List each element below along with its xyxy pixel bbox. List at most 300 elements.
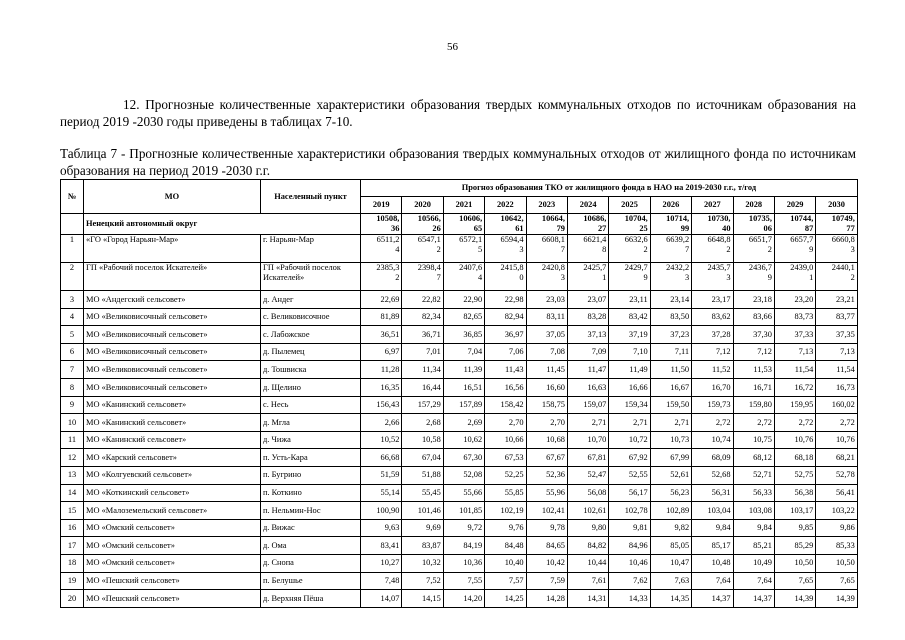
row-value: 52,25 xyxy=(485,466,526,484)
total-value: 10508, 36 xyxy=(361,214,402,235)
row-value: 159,07 xyxy=(567,396,608,414)
header-year: 2020 xyxy=(402,197,443,214)
row-settlement: ГП «Рабочий поселок Искателей» xyxy=(261,263,361,291)
row-value: 10,49 xyxy=(733,554,774,572)
row-value: 10,74 xyxy=(692,431,733,449)
row-number: 14 xyxy=(61,484,84,502)
row-settlement: п. Нельмин-Нос xyxy=(261,502,361,520)
total-value: 10664, 79 xyxy=(526,214,567,235)
total-value: 10642, 61 xyxy=(485,214,526,235)
row-value: 16,66 xyxy=(609,378,650,396)
row-value: 55,85 xyxy=(485,484,526,502)
row-value: 7,10 xyxy=(609,343,650,361)
row-value: 10,47 xyxy=(650,554,691,572)
row-value: 37,33 xyxy=(774,326,815,344)
row-value: 85,33 xyxy=(816,537,858,555)
row-value: 37,30 xyxy=(733,326,774,344)
row-number: 18 xyxy=(61,554,84,572)
row-mo: МО «Омский сельсовет» xyxy=(84,519,261,537)
row-value: 2,66 xyxy=(361,414,402,432)
row-value: 16,70 xyxy=(692,378,733,396)
row-value: 83,73 xyxy=(774,308,815,326)
row-settlement: с. Лабожское xyxy=(261,326,361,344)
row-mo: МО «Великовисочный сельсовет» xyxy=(84,326,261,344)
row-value: 2432,2 3 xyxy=(650,263,691,291)
row-value: 36,51 xyxy=(361,326,402,344)
row-value: 23,20 xyxy=(774,291,815,309)
row-mo: ГП «Рабочий поселок Искателей» xyxy=(84,263,261,291)
row-value: 14,37 xyxy=(692,590,733,608)
row-value: 11,47 xyxy=(567,361,608,379)
row-value: 7,59 xyxy=(526,572,567,590)
row-value: 9,72 xyxy=(443,519,484,537)
row-value: 14,28 xyxy=(526,590,567,608)
row-value: 16,63 xyxy=(567,378,608,396)
row-mo: МО «Великовисочный сельсовет» xyxy=(84,378,261,396)
page-number: 56 xyxy=(447,41,458,53)
row-value: 23,11 xyxy=(609,291,650,309)
row-number: 5 xyxy=(61,326,84,344)
row-value: 11,49 xyxy=(609,361,650,379)
row-value: 159,34 xyxy=(609,396,650,414)
header-year: 2025 xyxy=(609,197,650,214)
row-mo: МО «Канинский сельсовет» xyxy=(84,396,261,414)
row-mo: МО «Канинский сельсовет» xyxy=(84,431,261,449)
row-value: 11,43 xyxy=(485,361,526,379)
row-value: 10,40 xyxy=(485,554,526,572)
row-number: 13 xyxy=(61,466,84,484)
row-value: 11,39 xyxy=(443,361,484,379)
row-mo: МО «Омский сельсовет» xyxy=(84,537,261,555)
row-settlement: д. Вижас xyxy=(261,519,361,537)
table-row xyxy=(61,431,858,449)
header-number: № xyxy=(61,180,84,214)
row-value: 36,97 xyxy=(485,326,526,344)
row-settlement: д. Чижа xyxy=(261,431,361,449)
table-row xyxy=(61,263,858,291)
row-value: 67,99 xyxy=(650,449,691,467)
row-value: 103,04 xyxy=(692,502,733,520)
row-value: 157,29 xyxy=(402,396,443,414)
row-value: 2425,7 1 xyxy=(567,263,608,291)
row-value: 23,17 xyxy=(692,291,733,309)
row-value: 7,13 xyxy=(816,343,858,361)
row-value: 52,55 xyxy=(609,466,650,484)
row-value: 9,78 xyxy=(526,519,567,537)
row-value: 102,89 xyxy=(650,502,691,520)
row-value: 68,21 xyxy=(816,449,858,467)
row-value: 7,65 xyxy=(774,572,815,590)
row-value: 103,08 xyxy=(733,502,774,520)
header-year: 2028 xyxy=(733,197,774,214)
row-value: 7,12 xyxy=(692,343,733,361)
row-value: 10,52 xyxy=(361,431,402,449)
row-value: 85,21 xyxy=(733,537,774,555)
row-value: 6594,4 3 xyxy=(485,235,526,263)
table-caption: Таблица 7 - Прогнозные количественные характеристики образования твердых коммунальных отходов от жилищного фонда по источникам образования на период 2019 -2030 г.г. xyxy=(60,146,856,178)
row-mo: «ГО «Город Нарьян-Мар» xyxy=(84,235,261,263)
row-value: 83,28 xyxy=(567,308,608,326)
total-value: 10730, 40 xyxy=(692,214,733,235)
row-value: 10,75 xyxy=(733,431,774,449)
row-settlement: п. Коткино xyxy=(261,484,361,502)
header-settlement: Населенный пункт xyxy=(261,180,361,214)
row-value: 56,31 xyxy=(692,484,733,502)
total-number-cell xyxy=(61,214,84,235)
row-value: 103,22 xyxy=(816,502,858,520)
row-value: 22,82 xyxy=(402,291,443,309)
table-row xyxy=(61,590,858,608)
row-value: 84,82 xyxy=(567,537,608,555)
row-value: 52,78 xyxy=(816,466,858,484)
table-row xyxy=(61,572,858,590)
row-value: 2,70 xyxy=(485,414,526,432)
row-value: 56,23 xyxy=(650,484,691,502)
row-value: 2,72 xyxy=(733,414,774,432)
row-settlement: п. Бугрино xyxy=(261,466,361,484)
row-value: 68,12 xyxy=(733,449,774,467)
table-row xyxy=(61,326,858,344)
row-value: 7,11 xyxy=(650,343,691,361)
row-value: 23,14 xyxy=(650,291,691,309)
row-value: 10,70 xyxy=(567,431,608,449)
row-value: 84,96 xyxy=(609,537,650,555)
total-value: 10744, 87 xyxy=(774,214,815,235)
row-settlement: д. Тошвиска xyxy=(261,361,361,379)
row-value: 11,54 xyxy=(816,361,858,379)
row-value: 10,66 xyxy=(485,431,526,449)
header-year: 2022 xyxy=(485,197,526,214)
row-settlement: с. Несь xyxy=(261,396,361,414)
row-value: 56,08 xyxy=(567,484,608,502)
row-value: 10,72 xyxy=(609,431,650,449)
row-value: 2,72 xyxy=(816,414,858,432)
row-value: 82,94 xyxy=(485,308,526,326)
row-value: 160,02 xyxy=(816,396,858,414)
row-value: 6511,2 4 xyxy=(361,235,402,263)
row-value: 7,57 xyxy=(485,572,526,590)
row-value: 37,23 xyxy=(650,326,691,344)
row-value: 84,48 xyxy=(485,537,526,555)
row-mo: МО «Пешский сельсовет» xyxy=(84,590,261,608)
row-value: 83,41 xyxy=(361,537,402,555)
row-mo: МО «Омский сельсовет» xyxy=(84,554,261,572)
row-value: 83,87 xyxy=(402,537,443,555)
row-value: 7,48 xyxy=(361,572,402,590)
row-number: 9 xyxy=(61,396,84,414)
row-value: 67,30 xyxy=(443,449,484,467)
row-value: 16,60 xyxy=(526,378,567,396)
row-settlement: д. Пылемец xyxy=(261,343,361,361)
row-value: 85,29 xyxy=(774,537,815,555)
row-value: 67,92 xyxy=(609,449,650,467)
row-number: 20 xyxy=(61,590,84,608)
row-value: 52,47 xyxy=(567,466,608,484)
row-value: 10,44 xyxy=(567,554,608,572)
row-value: 16,35 xyxy=(361,378,402,396)
table-row xyxy=(61,414,858,432)
header-forecast: Прогноз образования ТКО от жилищного фонда в НАО на 2019-2030 г.г., т/год xyxy=(361,180,858,197)
row-value: 102,19 xyxy=(485,502,526,520)
row-value: 158,75 xyxy=(526,396,567,414)
row-mo: МО «Великовисочный сельсовет» xyxy=(84,308,261,326)
row-value: 55,96 xyxy=(526,484,567,502)
row-number: 4 xyxy=(61,308,84,326)
row-value: 7,65 xyxy=(816,572,858,590)
row-value: 84,19 xyxy=(443,537,484,555)
row-value: 11,50 xyxy=(650,361,691,379)
row-value: 101,85 xyxy=(443,502,484,520)
total-value: 10714, 99 xyxy=(650,214,691,235)
row-value: 7,63 xyxy=(650,572,691,590)
row-value: 55,14 xyxy=(361,484,402,502)
row-value: 37,05 xyxy=(526,326,567,344)
row-value: 102,78 xyxy=(609,502,650,520)
table-row xyxy=(61,361,858,379)
table-row xyxy=(61,291,858,309)
row-value: 10,27 xyxy=(361,554,402,572)
row-value: 2,70 xyxy=(526,414,567,432)
row-value: 6660,8 3 xyxy=(816,235,858,263)
row-value: 9,85 xyxy=(774,519,815,537)
row-value: 16,56 xyxy=(485,378,526,396)
table-row xyxy=(61,396,858,414)
table-row xyxy=(61,378,858,396)
row-value: 2,71 xyxy=(609,414,650,432)
row-value: 158,42 xyxy=(485,396,526,414)
row-value: 23,21 xyxy=(816,291,858,309)
row-value: 6651,7 2 xyxy=(733,235,774,263)
row-value: 11,54 xyxy=(774,361,815,379)
row-value: 14,35 xyxy=(650,590,691,608)
row-value: 2385,3 2 xyxy=(361,263,402,291)
row-number: 10 xyxy=(61,414,84,432)
row-value: 10,50 xyxy=(774,554,815,572)
row-number: 12 xyxy=(61,449,84,467)
row-value: 56,41 xyxy=(816,484,858,502)
paragraph-12: 12. Прогнозные количественные характеристики образования твердых коммунальных отходов по источникам образования на период 2019 -2030 годы приведены в таблицах 7-10. xyxy=(60,97,856,129)
row-value: 7,52 xyxy=(402,572,443,590)
row-value: 10,76 xyxy=(774,431,815,449)
row-value: 2436,7 9 xyxy=(733,263,774,291)
row-value: 10,68 xyxy=(526,431,567,449)
table-row xyxy=(61,484,858,502)
row-value: 81,89 xyxy=(361,308,402,326)
row-value: 2,71 xyxy=(650,414,691,432)
total-value: 10704, 25 xyxy=(609,214,650,235)
row-settlement: п. Белушье xyxy=(261,572,361,590)
table-row xyxy=(61,449,858,467)
row-value: 2407,6 4 xyxy=(443,263,484,291)
row-mo: МО «Андегский сельсовет» xyxy=(84,291,261,309)
header-year: 2030 xyxy=(816,197,858,214)
row-value: 22,90 xyxy=(443,291,484,309)
row-value: 10,42 xyxy=(526,554,567,572)
table-row xyxy=(61,554,858,572)
row-value: 6648,8 2 xyxy=(692,235,733,263)
row-value: 9,84 xyxy=(733,519,774,537)
row-value: 23,18 xyxy=(733,291,774,309)
row-value: 9,63 xyxy=(361,519,402,537)
total-label: Ненецкий автономный округ xyxy=(84,214,361,235)
row-value: 6,97 xyxy=(361,343,402,361)
row-value: 52,36 xyxy=(526,466,567,484)
row-value: 66,68 xyxy=(361,449,402,467)
row-number: 17 xyxy=(61,537,84,555)
row-value: 67,04 xyxy=(402,449,443,467)
row-value: 14,20 xyxy=(443,590,484,608)
row-value: 37,35 xyxy=(816,326,858,344)
total-value: 10749, 77 xyxy=(816,214,858,235)
row-value: 9,80 xyxy=(567,519,608,537)
row-number: 1 xyxy=(61,235,84,263)
row-value: 82,34 xyxy=(402,308,443,326)
row-value: 23,03 xyxy=(526,291,567,309)
row-value: 7,13 xyxy=(774,343,815,361)
row-value: 6639,2 7 xyxy=(650,235,691,263)
row-value: 14,37 xyxy=(733,590,774,608)
row-value: 11,52 xyxy=(692,361,733,379)
row-mo: МО «Колгуевский сельсовет» xyxy=(84,466,261,484)
row-value: 6621,4 8 xyxy=(567,235,608,263)
row-number: 8 xyxy=(61,378,84,396)
row-value: 9,82 xyxy=(650,519,691,537)
row-value: 7,61 xyxy=(567,572,608,590)
row-value: 11,28 xyxy=(361,361,402,379)
row-settlement: д. Ома xyxy=(261,537,361,555)
row-value: 37,28 xyxy=(692,326,733,344)
row-value: 7,08 xyxy=(526,343,567,361)
row-value: 6547,1 2 xyxy=(402,235,443,263)
row-value: 37,13 xyxy=(567,326,608,344)
row-value: 10,50 xyxy=(816,554,858,572)
row-value: 16,44 xyxy=(402,378,443,396)
row-value: 7,04 xyxy=(443,343,484,361)
row-value: 10,48 xyxy=(692,554,733,572)
row-value: 7,01 xyxy=(402,343,443,361)
row-settlement: д. Мгла xyxy=(261,414,361,432)
row-number: 3 xyxy=(61,291,84,309)
row-value: 7,12 xyxy=(733,343,774,361)
row-value: 83,11 xyxy=(526,308,567,326)
row-value: 102,61 xyxy=(567,502,608,520)
row-value: 51,59 xyxy=(361,466,402,484)
row-value: 11,53 xyxy=(733,361,774,379)
row-value: 22,98 xyxy=(485,291,526,309)
row-value: 2415,8 0 xyxy=(485,263,526,291)
row-value: 9,81 xyxy=(609,519,650,537)
header-mo: МО xyxy=(84,180,261,214)
row-mo: МО «Коткинский сельсовет» xyxy=(84,484,261,502)
table-row xyxy=(61,537,858,555)
row-value: 14,07 xyxy=(361,590,402,608)
row-value: 67,81 xyxy=(567,449,608,467)
row-value: 82,65 xyxy=(443,308,484,326)
table-total-row xyxy=(61,214,858,235)
row-value: 7,09 xyxy=(567,343,608,361)
table-row xyxy=(61,466,858,484)
row-value: 10,46 xyxy=(609,554,650,572)
row-number: 6 xyxy=(61,343,84,361)
row-mo: МО «Карский сельсовет» xyxy=(84,449,261,467)
row-value: 37,19 xyxy=(609,326,650,344)
row-value: 10,32 xyxy=(402,554,443,572)
row-settlement: д. Андег xyxy=(261,291,361,309)
row-value: 10,58 xyxy=(402,431,443,449)
row-mo: МО «Канинский сельсовет» xyxy=(84,414,261,432)
row-value: 16,72 xyxy=(774,378,815,396)
header-year: 2027 xyxy=(692,197,733,214)
row-value: 2420,8 3 xyxy=(526,263,567,291)
row-value: 68,09 xyxy=(692,449,733,467)
row-value: 6608,1 7 xyxy=(526,235,567,263)
row-value: 52,75 xyxy=(774,466,815,484)
row-settlement: д. Щелино xyxy=(261,378,361,396)
row-value: 2,69 xyxy=(443,414,484,432)
row-value: 83,50 xyxy=(650,308,691,326)
row-value: 52,68 xyxy=(692,466,733,484)
row-value: 11,34 xyxy=(402,361,443,379)
row-value: 9,69 xyxy=(402,519,443,537)
row-value: 10,36 xyxy=(443,554,484,572)
total-value: 10566, 26 xyxy=(402,214,443,235)
row-value: 56,33 xyxy=(733,484,774,502)
row-value: 10,62 xyxy=(443,431,484,449)
row-value: 9,76 xyxy=(485,519,526,537)
row-value: 156,43 xyxy=(361,396,402,414)
row-value: 11,45 xyxy=(526,361,567,379)
row-value: 157,89 xyxy=(443,396,484,414)
row-value: 159,50 xyxy=(650,396,691,414)
row-value: 85,05 xyxy=(650,537,691,555)
row-value: 83,66 xyxy=(733,308,774,326)
row-value: 7,64 xyxy=(733,572,774,590)
table-row xyxy=(61,235,858,263)
row-number: 16 xyxy=(61,519,84,537)
row-value: 2439,0 1 xyxy=(774,263,815,291)
row-value: 10,73 xyxy=(650,431,691,449)
row-value: 83,77 xyxy=(816,308,858,326)
header-year: 2021 xyxy=(443,197,484,214)
row-mo: МО «Великовисочный сельсовет» xyxy=(84,361,261,379)
row-value: 14,39 xyxy=(774,590,815,608)
header-year: 2029 xyxy=(774,197,815,214)
tko-forecast-table xyxy=(60,179,858,608)
row-value: 7,06 xyxy=(485,343,526,361)
row-number: 2 xyxy=(61,263,84,291)
total-value: 10686, 27 xyxy=(567,214,608,235)
row-value: 52,61 xyxy=(650,466,691,484)
row-value: 2440,1 2 xyxy=(816,263,858,291)
row-value: 14,15 xyxy=(402,590,443,608)
row-value: 7,55 xyxy=(443,572,484,590)
row-value: 2,72 xyxy=(774,414,815,432)
table-row xyxy=(61,308,858,326)
row-settlement: д. Верхняя Пёша xyxy=(261,590,361,608)
row-value: 56,38 xyxy=(774,484,815,502)
row-number: 19 xyxy=(61,572,84,590)
table-row xyxy=(61,502,858,520)
row-number: 15 xyxy=(61,502,84,520)
row-value: 55,45 xyxy=(402,484,443,502)
row-value: 23,07 xyxy=(567,291,608,309)
table-row xyxy=(61,519,858,537)
row-value: 52,71 xyxy=(733,466,774,484)
row-value: 2,72 xyxy=(692,414,733,432)
row-number: 7 xyxy=(61,361,84,379)
row-value: 14,39 xyxy=(816,590,858,608)
row-value: 2429,7 9 xyxy=(609,263,650,291)
